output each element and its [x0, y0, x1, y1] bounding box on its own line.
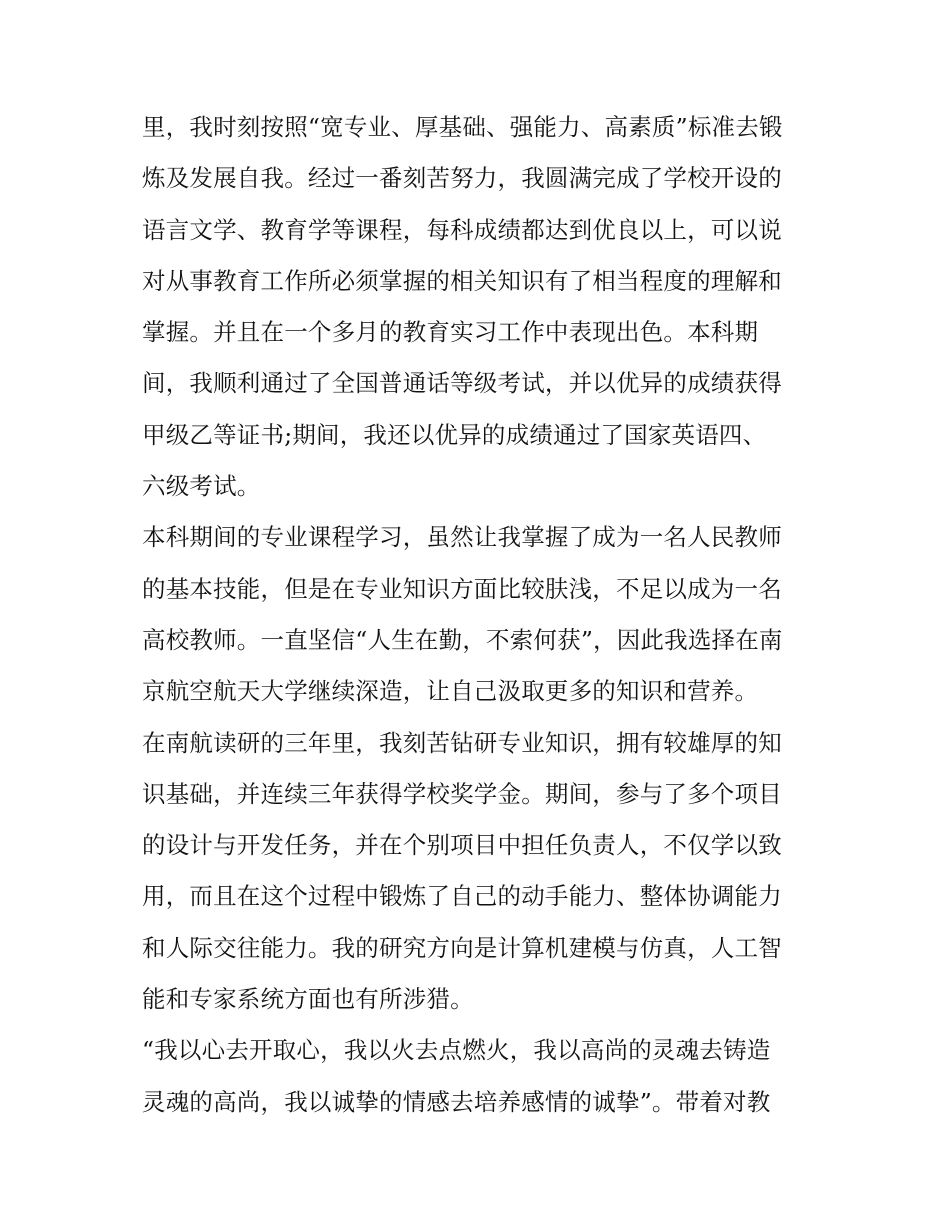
- text-line: 对从事教育工作所必须掌握的相关知识有了相当程度的理解和: [142, 266, 782, 295]
- text-line: 甲级乙等证书;期间，我还以优异的成绩通过了国家英语四、: [142, 420, 767, 449]
- text-line: 炼及发展自我。经过一番刻苦努力，我圆满完成了学校开设的: [142, 164, 782, 193]
- text-line: 识基础，并连续三年获得学校奖学金。期间，参与了多个项目: [142, 779, 782, 808]
- body-text: [142, 102, 822, 1128]
- text-line: 的设计与开发任务，并在个别项目中担任负责人，不仅学以致: [142, 831, 782, 860]
- text-line: 在南航读研的三年里，我刻苦钻研专业知识，拥有较雄厚的知: [142, 728, 782, 757]
- text-line: 六级考试。: [142, 472, 261, 501]
- text-line: 掌握。并且在一个多月的教育实习工作中表现出色。本科期: [142, 318, 759, 347]
- text-line: 京航空航天大学继续深造，让自己汲取更多的知识和营养。: [142, 677, 759, 706]
- text-line: 高校教师。一直坚信“人生在勤，不索何获”，因此我选择在南: [142, 625, 783, 654]
- text-line: 语言文学、教育学等课程，每科成绩都达到优良以上，可以说: [142, 215, 782, 244]
- text-line: 里，我时刻按照“宽专业、厚基础、强能力、高素质”标准去锻: [142, 113, 783, 141]
- text-line: 能和专家系统方面也有所涉猎。: [142, 985, 474, 1014]
- text-line: 的基本技能，但是在专业知识方面比较肤浅，不足以成为一名: [142, 574, 782, 603]
- text-line: 用，而且在这个过程中锻炼了自己的动手能力、整体协调能力: [142, 882, 782, 911]
- text-line: 间，我顺利通过了全国普通话等级考试，并以优异的成绩获得: [142, 369, 782, 398]
- text-line: 灵魂的高尚，我以诚挚的情感去培养感情的诚挚”。带着对教: [142, 1087, 771, 1116]
- text-line: 和人际交往能力。我的研究方向是计算机建模与仿真，人工智: [142, 933, 782, 962]
- text-line: 本科期间的专业课程学习，虽然让我掌握了成为一名人民教师: [142, 523, 782, 552]
- text-line: “我以心去开取心，我以火去点燃火，我以高尚的灵魂去铸造: [142, 1036, 771, 1065]
